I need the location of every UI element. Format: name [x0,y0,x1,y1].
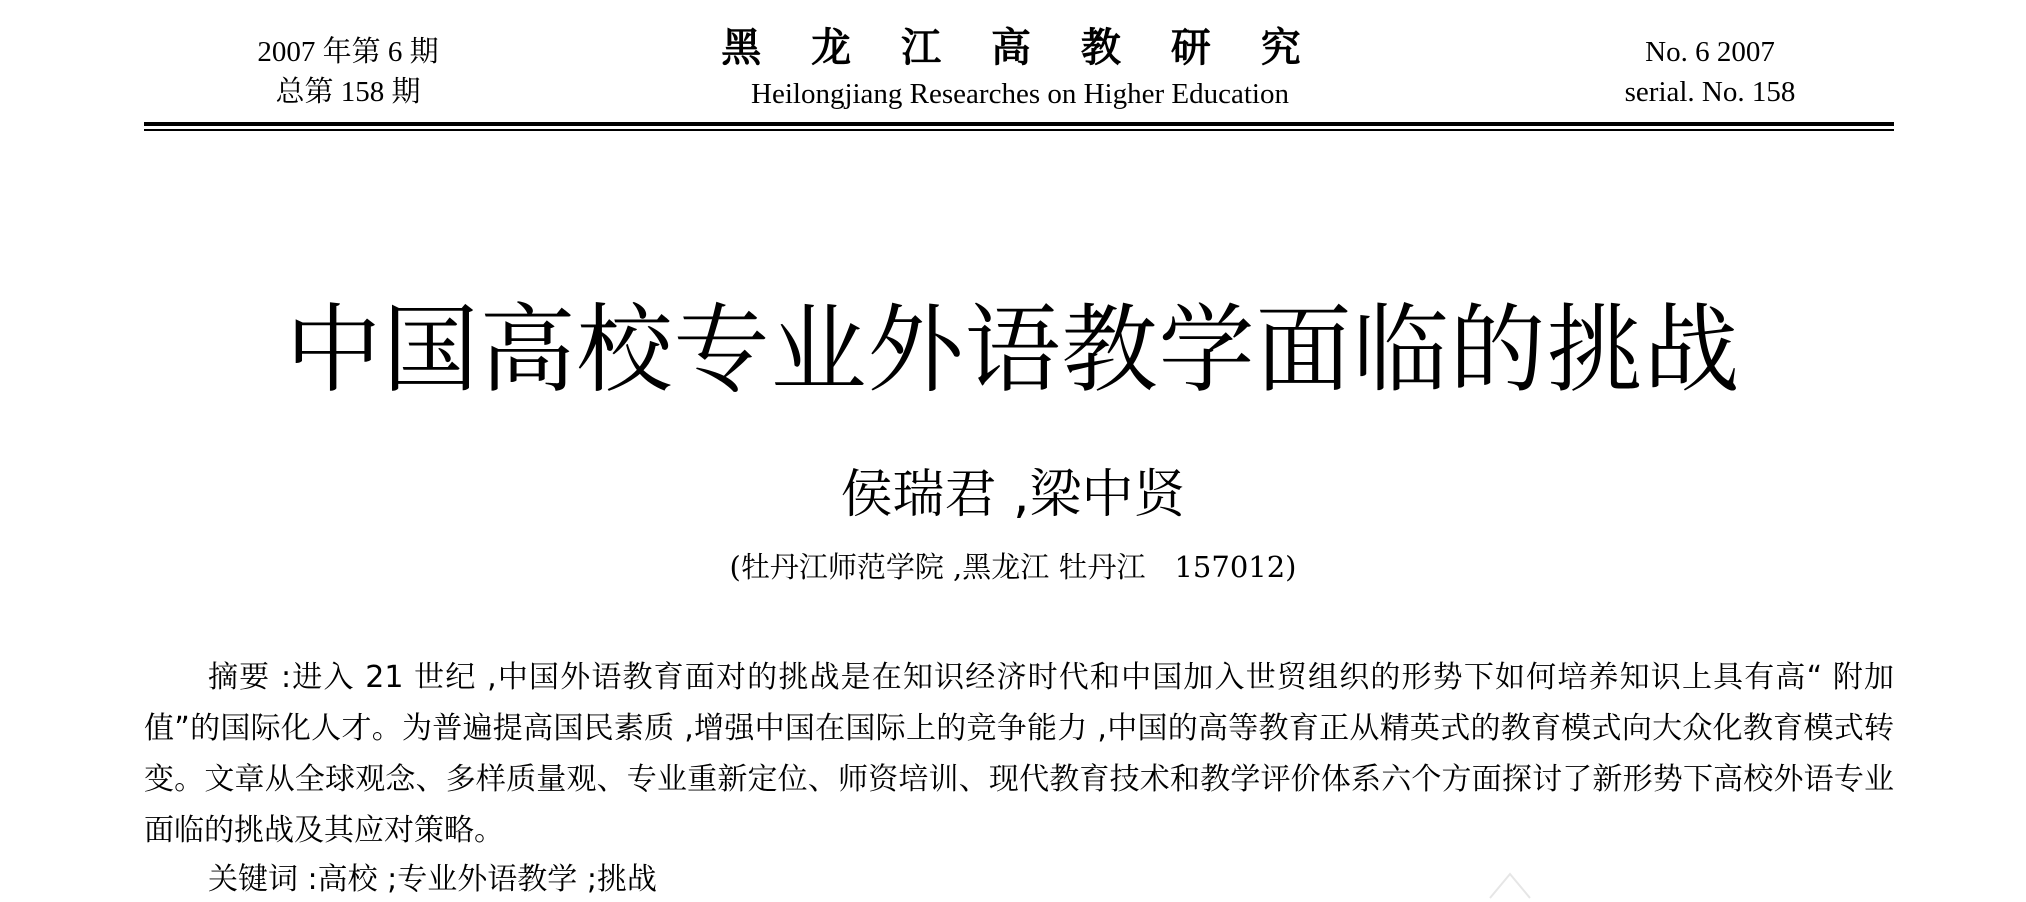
header-rule-thin [144,129,1894,131]
watermark-mark [1480,870,1540,900]
abstract-section [144,652,1894,856]
issue-info-english [1580,32,1840,112]
paper-title: 中国高校专业外语教学面临的挑战 [285,294,1741,406]
journal-name-english: Heilongjiang Researches on Higher Education [751,78,1289,110]
issue-number-cn: 2007 年第 6 期 [257,36,439,68]
author-affiliation: (牡丹江师范学院 ,黑龙江 牡丹江 157012) [729,550,1297,584]
serial-number-en: serial. No. 158 [1624,76,1796,108]
header-rule-thick [144,122,1894,126]
keywords-line: 关键词 :高校 ;专业外语教学 ;挑战 [208,862,657,897]
abstract-text: 摘要 :进入 21 世纪 ,中国外语教育面对的挑战是在知识经济时代和中国加入世贸组织的形势下如何培养知识上具有高“ 附加值”的国际化人才。为普遍提高国民素质 ,增强中国在国际上的竞争能力 ,中国的高等教育正从精英式的教育模式向大众化教育模式转变。文章从全球观念、多样质量观、专业重新定位、师资培训、现代教育技术和教学评价体系六个方面探讨了新形势下高校外语专业面临的挑战及其应对策略。 [144,660,1894,848]
issue-info-chinese [228,32,468,112]
journal-name-chinese: 黑 龙 江 高 教 研 究 [721,25,1319,71]
issue-number-en: No. 6 2007 [1645,36,1775,68]
journal-masthead [690,22,1350,114]
serial-number-cn: 总第 158 期 [275,76,421,108]
paper-authors: 侯瑞君 ,梁中贤 [840,465,1186,525]
